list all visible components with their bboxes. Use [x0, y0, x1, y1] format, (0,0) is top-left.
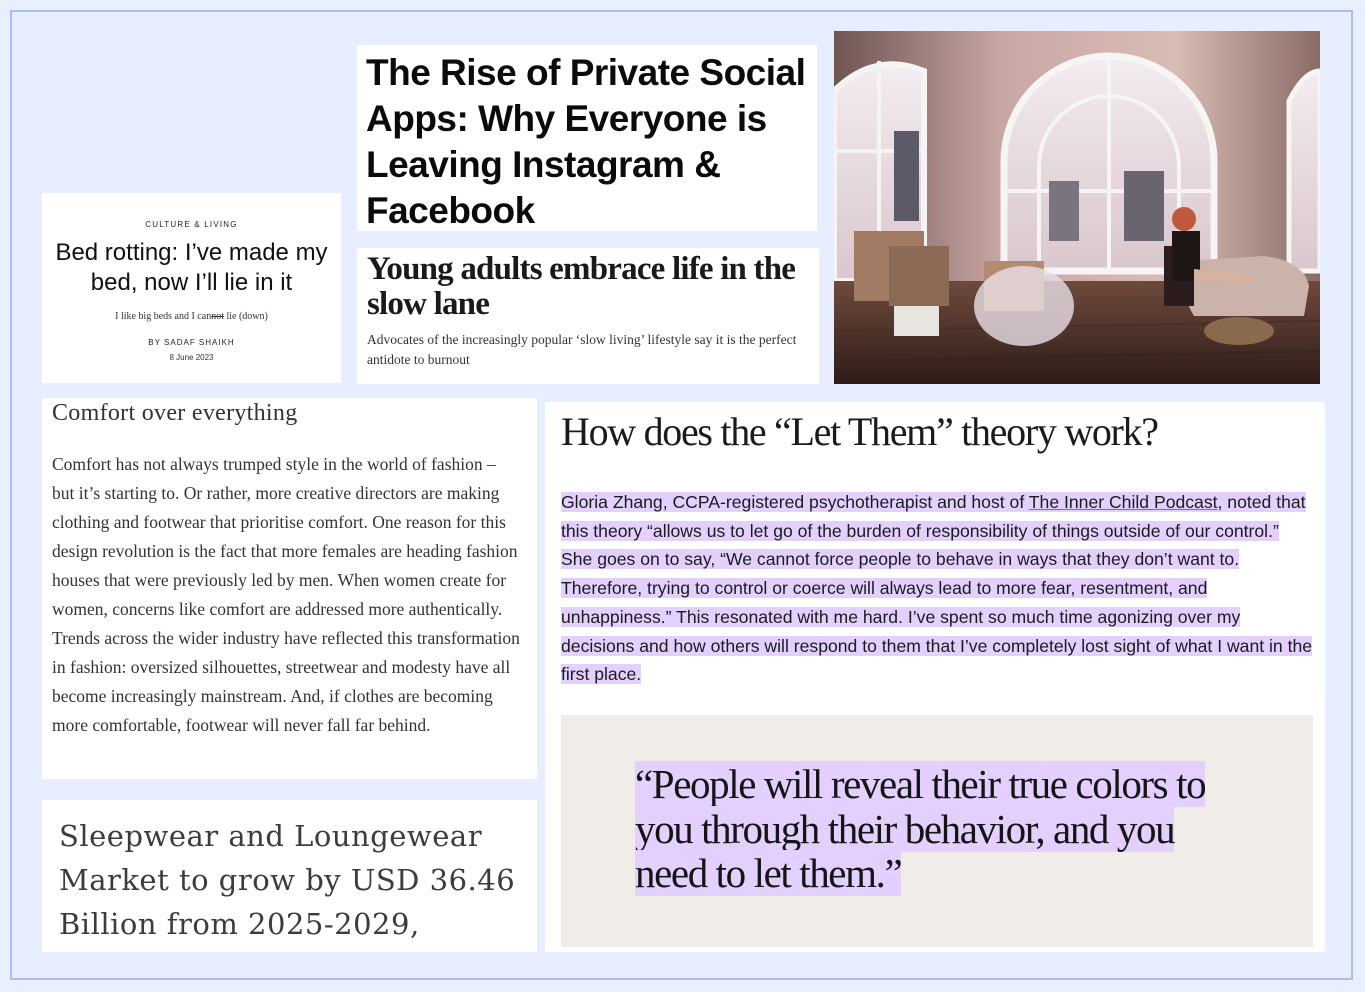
byline: BY SADAF SHAIKH [148, 338, 235, 347]
slow-lane-clipping [357, 248, 819, 384]
slow-lane-headline: Young adults embrace life in the slow lane [367, 251, 796, 322]
let-them-heading: How does the “Let Them” theory work? [561, 409, 1158, 454]
bed-rotting-headline: Bed rotting: I’ve made my bed, now I’ll lie in it [55, 239, 328, 296]
sleepwear-headline: Sleepwear and Loungewear Market to grow by USD 36.46 Billion from 2025-2029, [59, 819, 516, 941]
pull-quote-box [561, 715, 1313, 947]
private-social-headline: The Rise of Private Social Apps: Why Everyone is Leaving Instagram & Facebook [366, 52, 806, 231]
pull-quote: “People will reveal their true colors to you through their behavior, and you need to let them.” [635, 761, 1206, 896]
private-social-apps-clipping [357, 45, 817, 231]
comfort-body: Comfort has not always trumped style in the world of fashion – but it’s starting to. Or rather, more creative directors are making clothing and footwear that prioritise comfort. One reason for this design revolution is the fact that more females are heading fashion houses that were previously led by men. When women create for women, concerns like comfort are addressed more authentically. Trends across the wider industry have reflected this transformation in fashion: oversized silhouettes, streetwear and modesty have all become increasingly mainstream. And, if clothes are becoming more comfortable, footwear will never fall far behind. [52, 454, 520, 735]
struck-text: not [211, 311, 224, 322]
comfort-clipping [42, 398, 537, 779]
let-them-body: Gloria Zhang, CCPA-registered psychotherapist and host of The Inner Child Podcast, noted that this theory “allows us to let go of the burden of responsibility of things outside of our control.” She goes on to say, “We cannot force people to behave in ways that they don’t want to. Therefore, trying to control or coerce will always lead to more fear, resentment, and unhappiness.” This resonated with me hard. I’ve spent so much time agonizing over my decisions and how others will respond to them that I’ve completely lost sight of what I want in the first place. [561, 492, 1313, 685]
comfort-heading: Comfort over everything [52, 400, 298, 426]
slow-lane-standfirst: Advocates of the increasingly popular ‘slow living’ lifestyle say it is the perfect antidote to burnout [367, 332, 797, 367]
bed-rotting-subheading: I like big beds and I cannot lie (down) [115, 311, 268, 322]
podcast-link[interactable]: The Inner Child Podcast [1028, 492, 1218, 512]
section-kicker: CULTURE & LIVING [145, 220, 238, 229]
bed-rotting-clipping [42, 193, 341, 383]
publish-date: 8 June 2023 [169, 353, 214, 362]
loft-photo [834, 31, 1320, 384]
loft-photo-illustration [834, 31, 1320, 384]
sleepwear-clipping [42, 800, 537, 952]
let-them-clipping [545, 402, 1325, 952]
